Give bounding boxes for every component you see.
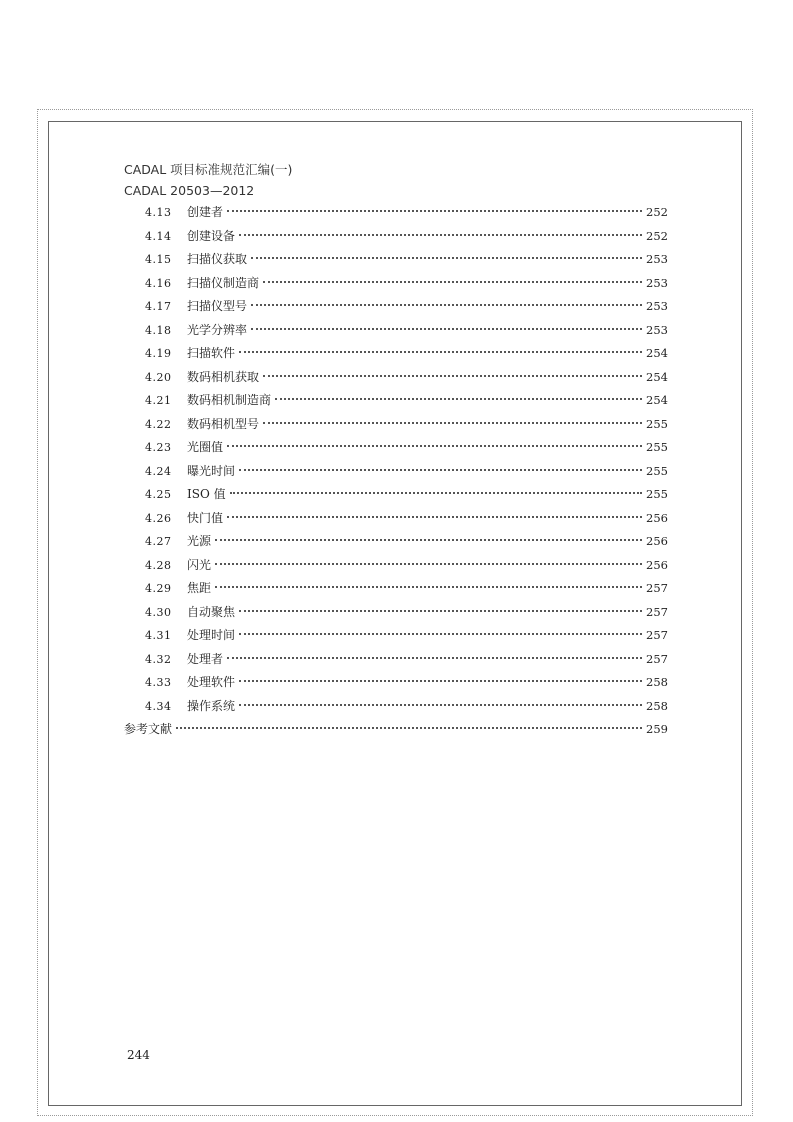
toc-entry-number: 4.24	[145, 464, 172, 478]
toc-entry[interactable]	[124, 391, 666, 415]
toc-entry-page: 253	[646, 322, 668, 337]
toc-entry-number: 4.16	[145, 276, 172, 290]
toc-dot-leader	[251, 304, 642, 306]
toc-entry-number: 4.15	[145, 253, 172, 266]
toc-entry-page: 253	[646, 299, 668, 313]
running-header	[124, 159, 292, 201]
toc-entry-number: 4.26	[145, 511, 172, 525]
toc-entry-title: 创建者	[187, 205, 224, 219]
toc-entry-title: 扫描仪型号	[187, 299, 248, 313]
toc-entry-title: 光圈值	[187, 440, 224, 454]
toc-dot-leader	[263, 422, 642, 424]
toc-dot-leader	[215, 563, 642, 565]
toc-entry[interactable]	[124, 650, 666, 674]
toc-entry-number: 4.22	[145, 417, 172, 431]
header-standard-code: CADAL 20503—2012	[124, 183, 255, 198]
toc-entry-page: 258	[646, 698, 668, 713]
toc-entry[interactable]	[124, 697, 666, 721]
toc-entry-title: 数码相机获取	[187, 369, 260, 384]
toc-entry-number: 4.30	[145, 605, 172, 619]
toc-entry-page: 254	[646, 346, 668, 360]
toc-entry[interactable]	[124, 415, 666, 439]
toc-dot-leader	[239, 633, 642, 635]
toc-entry-page: 255	[646, 440, 668, 454]
toc-entry-number: 4.29	[145, 582, 172, 595]
page-number: 244	[127, 1048, 150, 1062]
toc-entry-title: 扫描软件	[187, 346, 236, 360]
toc-entry[interactable]	[124, 274, 666, 298]
toc-dot-leader	[239, 610, 642, 612]
toc-entry[interactable]	[124, 344, 666, 368]
toc-entry-number: 4.23	[145, 441, 172, 454]
toc-entry-title: 参考文献	[124, 722, 173, 736]
toc-entry-page: 252	[646, 228, 668, 243]
toc-entry-title: 创建设备	[187, 228, 236, 243]
toc-dot-leader	[215, 586, 642, 588]
toc-dot-leader	[239, 469, 642, 471]
toc-dot-leader	[227, 210, 642, 212]
toc-entry-page: 253	[646, 275, 668, 290]
toc-dot-leader	[239, 234, 642, 236]
toc-entry-number: 4.19	[145, 347, 172, 360]
toc-entry-title: 光学分辨率	[187, 322, 248, 337]
toc-entry-title: 快门值	[187, 510, 224, 525]
toc-dot-leader	[239, 704, 642, 706]
toc-entry-page: 255	[646, 416, 668, 431]
toc-dot-leader	[176, 727, 642, 729]
toc-entry-title: 处理时间	[187, 628, 236, 642]
toc-entry-number: 4.17	[145, 300, 172, 313]
toc-entry-page: 255	[646, 463, 668, 478]
table-of-contents	[124, 203, 666, 744]
toc-entry[interactable]	[124, 368, 666, 392]
toc-entry-title: 数码相机型号	[187, 416, 260, 431]
toc-entry-title: ISO 值	[187, 487, 226, 501]
toc-entry-title: 扫描仪制造商	[187, 275, 260, 290]
toc-entry-page: 257	[646, 604, 668, 619]
toc-entry-page: 256	[646, 510, 668, 525]
toc-entry-page: 258	[646, 675, 668, 689]
toc-entry-number: 4.20	[145, 370, 172, 384]
toc-dot-leader	[275, 398, 642, 400]
toc-entry-number: 4.13	[145, 206, 172, 219]
toc-entry[interactable]	[124, 485, 666, 509]
toc-entry-title: 处理者	[187, 651, 224, 666]
toc-entry-title: 焦距	[187, 581, 212, 595]
toc-entry-number: 4.34	[145, 699, 172, 713]
toc-entry-number: 4.21	[145, 394, 172, 407]
toc-entry-title: 数码相机制造商	[187, 393, 272, 407]
toc-entry-number: 4.18	[145, 323, 172, 337]
toc-entry-title: 自动聚焦	[187, 604, 236, 619]
toc-dot-leader	[263, 375, 642, 377]
toc-entry-page: 256	[646, 534, 668, 548]
toc-entry-number: 4.14	[145, 229, 172, 243]
toc-dot-leader	[251, 328, 642, 330]
toc-dot-leader	[227, 657, 642, 659]
toc-entry[interactable]	[124, 509, 666, 533]
toc-entry[interactable]	[124, 603, 666, 627]
toc-entry[interactable]	[124, 321, 666, 345]
toc-entry[interactable]	[124, 579, 666, 603]
toc-dot-leader	[239, 680, 642, 682]
toc-entry[interactable]	[124, 227, 666, 251]
toc-entry-title: 曝光时间	[187, 463, 236, 478]
toc-entry-title: 光源	[187, 534, 212, 548]
toc-entry-number: 4.25	[145, 488, 172, 501]
toc-entry-title: 处理软件	[187, 675, 236, 689]
toc-entry-title: 闪光	[187, 557, 212, 572]
toc-entry-page: 256	[646, 557, 668, 572]
toc-dot-leader	[251, 257, 642, 259]
toc-entry-number: 4.31	[145, 629, 172, 642]
toc-dot-leader	[239, 351, 642, 353]
toc-entry[interactable]	[124, 532, 666, 556]
toc-entry[interactable]	[124, 438, 666, 462]
toc-entry-number: 4.32	[145, 652, 172, 666]
toc-entry-number: 4.27	[145, 535, 172, 548]
toc-entry[interactable]	[124, 462, 666, 486]
toc-dot-leader	[263, 281, 642, 283]
toc-entry-number: 4.33	[145, 676, 172, 689]
toc-entry-page: 257	[646, 581, 668, 595]
toc-dot-leader	[227, 445, 642, 447]
toc-entry-title: 操作系统	[187, 698, 236, 713]
toc-entry[interactable]	[124, 673, 666, 697]
toc-entry-page: 255	[646, 487, 668, 501]
toc-entry-page: 254	[646, 393, 668, 407]
header-series-title: CADAL 项目标准规范汇编(一)	[124, 162, 293, 177]
toc-entry[interactable]	[124, 556, 666, 580]
toc-entry[interactable]	[124, 626, 666, 650]
toc-entry-title: 扫描仪获取	[187, 252, 248, 266]
toc-entry-page: 257	[646, 628, 668, 642]
toc-entry[interactable]	[124, 203, 666, 227]
toc-entry[interactable]	[124, 250, 666, 274]
toc-entry-page: 253	[646, 252, 668, 266]
toc-entry[interactable]	[124, 297, 666, 321]
toc-dot-leader	[215, 539, 642, 541]
toc-entry-page: 259	[646, 722, 668, 736]
toc-entry-page: 252	[646, 205, 668, 219]
toc-entry[interactable]	[124, 720, 666, 744]
toc-entry-page: 254	[646, 369, 668, 384]
toc-dot-leader	[227, 516, 642, 518]
toc-entry-page: 257	[646, 651, 668, 666]
toc-entry-number: 4.28	[145, 558, 172, 572]
toc-dot-leader	[230, 492, 642, 494]
